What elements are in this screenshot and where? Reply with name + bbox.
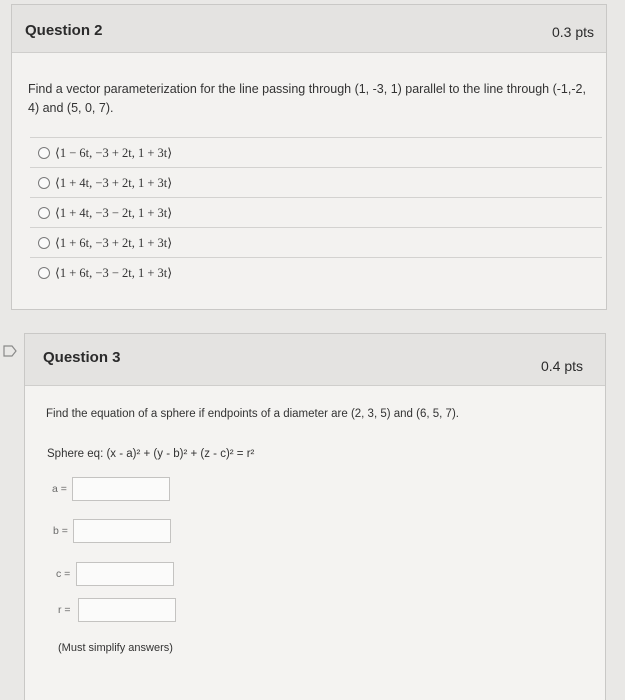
simplify-note: (Must simplify answers) bbox=[58, 642, 173, 654]
question-3-points: 0.4 pts bbox=[540, 358, 583, 374]
radio-button[interactable] bbox=[38, 177, 50, 189]
question-2-card bbox=[11, 4, 607, 310]
radio-button[interactable] bbox=[38, 207, 50, 219]
question-3-title: Question 3 bbox=[43, 349, 121, 366]
answer-text: ⟨1 + 6t, −3 − 2t, 1 + 3t⟩ bbox=[55, 265, 173, 280]
question-2-points: 0.3 pts bbox=[551, 24, 594, 40]
bookmark-flag-icon[interactable] bbox=[3, 345, 17, 357]
sphere-eq-formula: (x - a)² + (y - b)² + (z - c)² = r² bbox=[106, 448, 255, 460]
field-b-label: b = bbox=[53, 525, 68, 537]
radio-button[interactable] bbox=[38, 267, 50, 279]
answer-input-b[interactable] bbox=[73, 519, 171, 543]
question-2-header bbox=[12, 5, 606, 53]
sphere-eq-label: Sphere eq: bbox=[47, 448, 107, 460]
question-3-prompt: Find the equation of a sphere if endpoints of a diameter are (2, 3, 5) and (6, 5, 7). bbox=[46, 408, 459, 420]
answer-text: ⟨1 − 6t, −3 + 2t, 1 + 3t⟩ bbox=[55, 145, 173, 160]
answer-input-c[interactable] bbox=[76, 562, 174, 586]
answer-option-2[interactable] bbox=[30, 167, 602, 197]
field-r-label: r = bbox=[58, 604, 71, 616]
answer-option-1[interactable] bbox=[30, 137, 602, 167]
answer-option-5[interactable] bbox=[30, 257, 602, 287]
field-c bbox=[56, 562, 174, 586]
field-a-label: a = bbox=[52, 483, 67, 495]
question-2-prompt: Find a vector parameterization for the line passing through (1, -3, 1) parallel to the line through (-1,-2, 4) and (5, 0, 7). bbox=[28, 82, 586, 115]
radio-button[interactable] bbox=[38, 237, 50, 249]
question-3-header bbox=[25, 334, 605, 386]
answer-list bbox=[30, 137, 602, 287]
answer-text: ⟨1 + 4t, −3 − 2t, 1 + 3t⟩ bbox=[55, 205, 173, 220]
answer-option-3[interactable] bbox=[30, 197, 602, 227]
answer-text: ⟨1 + 6t, −3 + 2t, 1 + 3t⟩ bbox=[55, 235, 173, 250]
question-2-title: Question 2 bbox=[25, 22, 103, 39]
answer-input-a[interactable] bbox=[72, 477, 170, 501]
field-a bbox=[52, 477, 170, 501]
field-r bbox=[58, 598, 176, 622]
field-c-label: c = bbox=[56, 568, 71, 580]
answer-text: ⟨1 + 4t, −3 + 2t, 1 + 3t⟩ bbox=[55, 175, 173, 190]
answer-option-4[interactable] bbox=[30, 227, 602, 257]
answer-input-r[interactable] bbox=[78, 598, 176, 622]
radio-button[interactable] bbox=[38, 147, 50, 159]
field-b bbox=[53, 519, 171, 543]
sphere-equation bbox=[47, 448, 254, 460]
question-3-card bbox=[24, 333, 606, 700]
